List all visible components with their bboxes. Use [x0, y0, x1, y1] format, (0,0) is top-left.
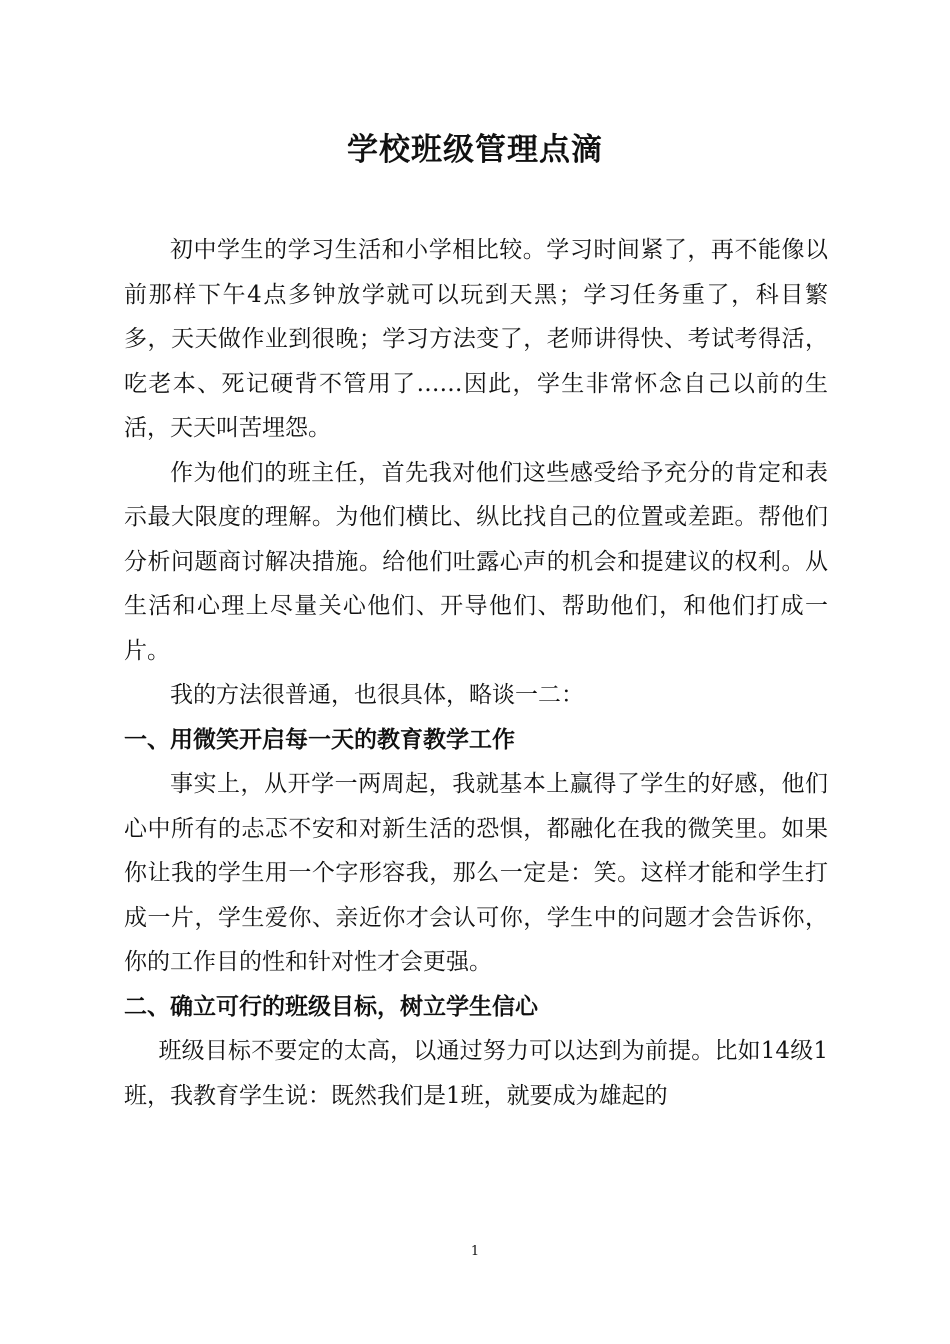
- document-title: 学校班级管理点滴: [347, 132, 603, 168]
- document-body: [124, 228, 828, 1118]
- paragraph-intro: 初中学生的学习生活和小学相比较。学习时间紧了，再不能像以前那样下午4点多钟放学就可以玩到天黑；学习任务重了，科目繁多，天天做作业到很晚；学习方法变了，老师讲得快、考试考得活，吃老本、死记硬背不管用了……因此，学生非常怀念自己以前的生活，天天叫苦埋怨。: [124, 237, 828, 441]
- section-paragraph-2: 班级目标不要定的太高，以通过努力可以达到为前提。比如14级1班，我教育学生说：既然我们是1班，就要成为雄起的: [124, 1038, 828, 1109]
- paragraph-method-intro: 我的方法很普通，也很具体，略谈一二：: [170, 682, 584, 708]
- section-heading-1: 一、用微笑开启每一天的教育教学工作: [124, 725, 515, 753]
- section-paragraph-1: 事实上，从开学一两周起，我就基本上赢得了学生的好感，他们心中所有的忐忑不安和对新生活的恐惧，都融化在我的微笑里。如果你让我的学生用一个字形容我，那么一定是：笑。这样才能和学生打成一片，学生爱你、亲近你才会认可你，学生中的问题才会告诉你，你的工作目的性和针对性才会更强。: [124, 771, 828, 975]
- section-heading-2: 二、确立可行的班级目标，树立学生信心: [124, 992, 538, 1020]
- page-number: 1: [470, 1244, 480, 1259]
- paragraph-teacher-role: 作为他们的班主任，首先我对他们这些感受给予充分的肯定和表示最大限度的理解。为他们横比、纵比找自己的位置或差距。帮他们分析问题商讨解决措施。给他们吐露心声的机会和提建议的权利。从生活和心理上尽量关心他们、开导他们、帮助他们，和他们打成一片。: [124, 459, 828, 664]
